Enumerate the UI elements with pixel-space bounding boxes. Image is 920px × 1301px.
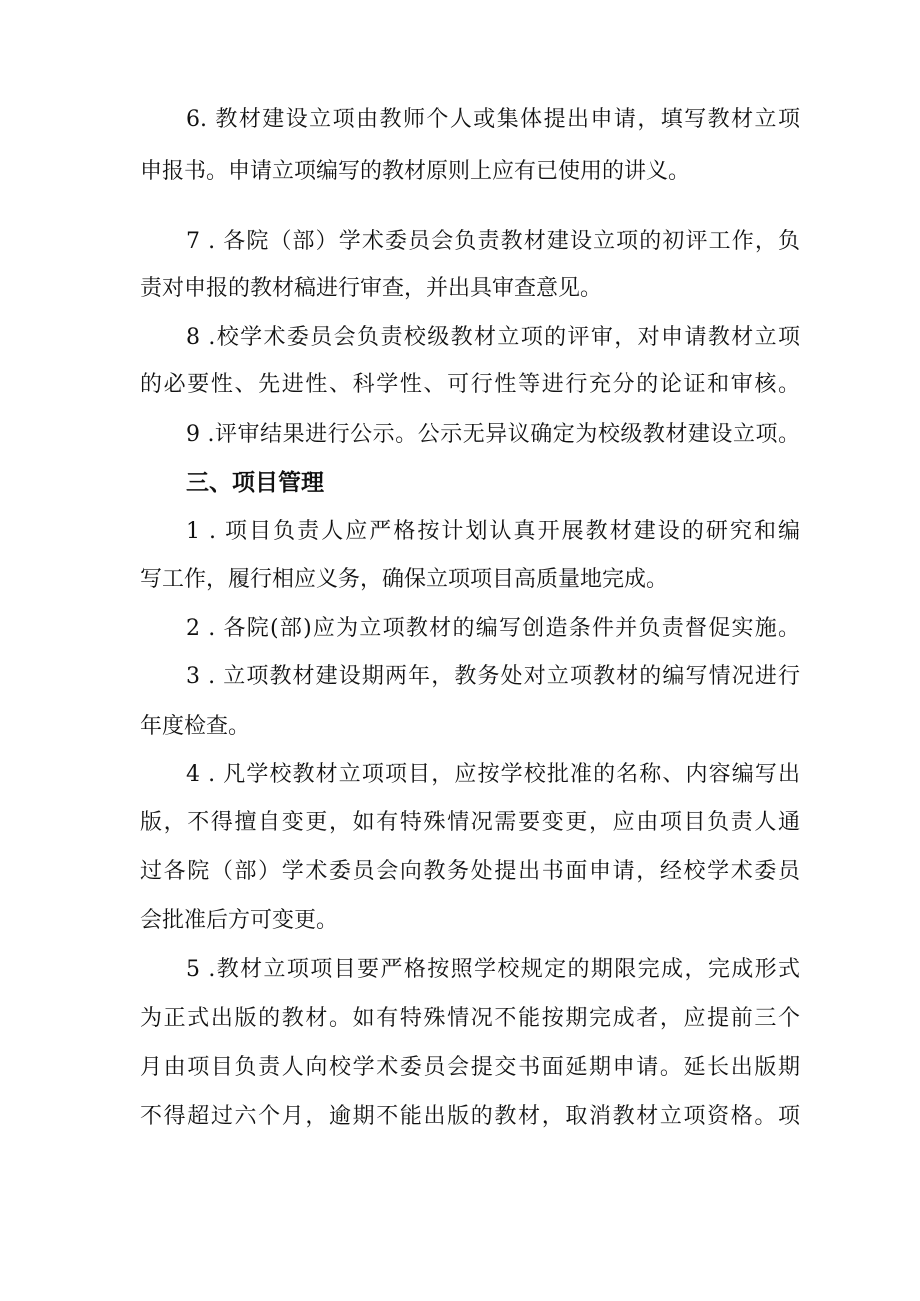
section-heading-project-management: 三、项目管理	[186, 470, 324, 496]
item-8-line-2: 的必要性、先进性、科学性、可行性等进行充分的论证和审核。	[140, 372, 800, 397]
mgmt-item-4-line-1: 4 . 凡学校教材立项项目，应按学校批准的名称、内容编写出	[186, 762, 800, 787]
item-9-line-1: 9 .评审结果进行公示。公示无异议确定为校级教材建设立项。	[186, 422, 800, 447]
mgmt-item-3-line-1: 3 . 立项教材建设期两年，教务处对立项教材的编写情况进行	[186, 664, 800, 689]
mgmt-item-4-line-2: 版，不得擅自变更，如有特殊情况需要变更，应由项目负责人通	[140, 810, 800, 835]
item-6-line-1: 6. 教材建设立项由教师个人或集体提出申请，填写教材立项	[186, 107, 800, 132]
item-7-line-1: 7 . 各院（部）学术委员会负责教材建设立项的初评工作，负	[186, 229, 800, 254]
mgmt-item-5-line-3: 月由项目负责人向校学术委员会提交书面延期申请。延长出版期	[140, 1055, 800, 1080]
mgmt-item-1-line-1: 1 . 项目负责人应严格按计划认真开展教材建设的研究和编	[186, 519, 800, 544]
item-8-line-1: 8 .校学术委员会负责校级教材立项的评审，对申请教材立项	[186, 325, 800, 350]
mgmt-item-2-line-1: 2 . 各院(部)应为立项教材的编写创造条件并负责督促实施。	[186, 616, 800, 641]
item-7-line-2: 责对申报的教材稿进行审查，并出具审查意见。	[140, 276, 603, 301]
item-6-line-2: 申报书。申请立项编写的教材原则上应有已使用的讲义。	[140, 159, 691, 184]
mgmt-item-4-line-4: 会批准后方可变更。	[140, 908, 339, 933]
mgmt-item-5-line-1: 5 .教材立项项目要严格按照学校规定的期限完成，完成形式	[186, 957, 800, 982]
mgmt-item-5-line-4: 不得超过六个月，逾期不能出版的教材，取消教材立项资格。项	[140, 1104, 800, 1129]
mgmt-item-4-line-3: 过各院（部）学术委员会向教务处提出书面申请，经校学术委员	[140, 859, 800, 884]
mgmt-item-5-line-2: 为正式出版的教材。如有特殊情况不能按期完成者，应提前三个	[140, 1006, 800, 1031]
mgmt-item-1-line-2: 写工作，履行相应义务，确保立项项目高质量地完成。	[140, 567, 669, 592]
mgmt-item-3-line-2: 年度检查。	[140, 714, 251, 739]
